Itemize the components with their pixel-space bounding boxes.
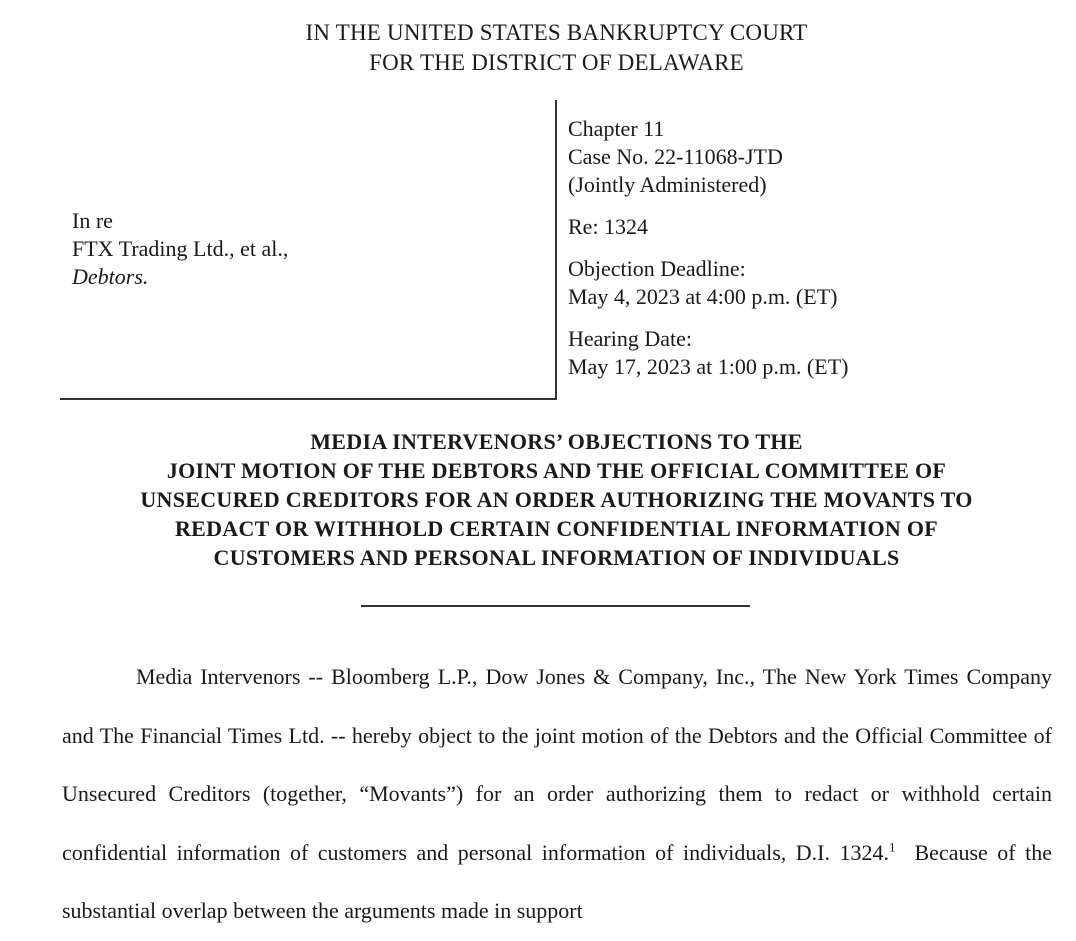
administration-note: (Jointly Administered)	[568, 172, 767, 197]
in-re-label: In re	[72, 208, 113, 233]
case-caption-details	[568, 115, 848, 381]
docket-reference: Re: 1324	[568, 214, 649, 239]
case-caption-parties	[72, 207, 288, 291]
court-heading	[0, 18, 1076, 78]
title-line-5: CUSTOMERS AND PERSONAL INFORMATION OF INDIVIDUALS	[213, 545, 900, 570]
hearing-date-label: Hearing Date:	[568, 326, 692, 351]
chapter-number: Chapter 11	[568, 116, 665, 141]
title-line-2: JOINT MOTION OF THE DEBTORS AND THE OFFICIAL COMMITTEE OF	[166, 458, 947, 483]
case-number: Case No. 22-11068-JTD	[568, 144, 783, 169]
body-paragraph-text: Media Intervenors -- Bloomberg L.P., Dow Jones & Company, Inc., The New York Times Company and The Financial Times Ltd. -- hereby object to the joint motion of the Debtors and the Official Committee of Unsecured Creditors (together, “Movants”) for an order authorizing them to redact or withhold certain confidential information of customers and personal information of individuals, D.I. 1324.	[62, 664, 1052, 865]
title-line-1: MEDIA INTERVENORS’ OBJECTIONS TO THE	[310, 429, 803, 454]
body-paragraph-continuation: Because of the substantial overlap between the arguments made in support	[62, 839, 1058, 923]
court-heading-line-1: IN THE UNITED STATES BANKRUPTCY COURT	[305, 20, 808, 45]
footnote-reference[interactable]: 1	[888, 839, 896, 855]
objection-deadline-label: Objection Deadline:	[568, 256, 746, 281]
objection-deadline-date: May 4, 2023 at 4:00 p.m. (ET)	[568, 284, 838, 309]
title-line-4: REDACT OR WITHHOLD CERTAIN CONFIDENTIAL INFORMATION OF	[174, 516, 939, 541]
debtor-role: Debtors.	[72, 264, 149, 289]
title-underline-rule	[361, 605, 750, 607]
title-line-3: UNSECURED CREDITORS FOR AN ORDER AUTHORIZING THE MOVANTS TO	[140, 487, 973, 512]
document-title	[0, 427, 1076, 572]
hearing-date-value: May 17, 2023 at 1:00 p.m. (ET)	[568, 354, 849, 379]
caption-vertical-rule	[555, 100, 557, 399]
caption-horizontal-rule	[60, 398, 557, 400]
court-heading-line-2: FOR THE DISTRICT OF DELAWARE	[369, 50, 744, 75]
body-paragraph	[62, 648, 1058, 941]
debtor-party-name: FTX Trading Ltd., et al.,	[72, 236, 289, 261]
